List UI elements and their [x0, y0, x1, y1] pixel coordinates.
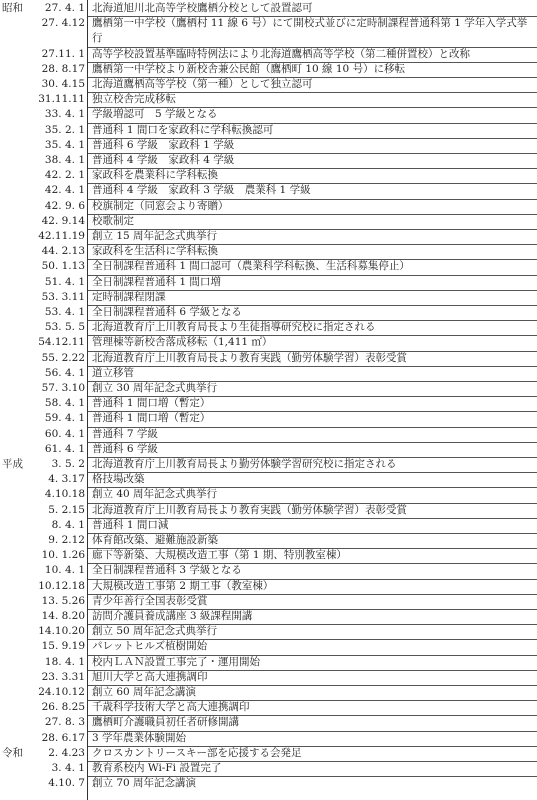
timeline-row [0, 563, 537, 578]
event-description: 教育系校内 Wi-Fi 設置完了 [92, 762, 222, 774]
event-date: 51. 4. 1 [44, 275, 85, 288]
event-description: 全日制課程普通科 6 学級となる [92, 306, 242, 318]
event-description: 体育館改築、避難施設新築 [92, 534, 218, 546]
event-description: 創立 60 周年記念講演 [92, 686, 197, 698]
timeline-row [0, 594, 537, 609]
timeline-row [0, 214, 537, 229]
timeline-row [0, 472, 537, 487]
event-description: 創立 50 周年記念式典挙行 [92, 625, 218, 638]
event-description: 普通科 1 間口増（暫定） [92, 397, 211, 410]
event-description: クロスカントリースキー部を応援する会発足 [92, 746, 302, 759]
timeline-row [0, 47, 537, 62]
event-date: 4.10.18 [44, 488, 85, 501]
timeline-row [0, 320, 537, 335]
event-description: 北海道教育庁上川教育局長より教育実践（勤労体験学習）表彰受賞 [92, 351, 407, 364]
timeline-row [0, 62, 537, 77]
event-date: 27. 8. 3 [44, 716, 85, 729]
event-date: 28. 6.17 [41, 731, 85, 744]
event-description: 管理棟等新校舎落成移転（1,411 ㎡） [92, 336, 273, 349]
timeline-row [0, 92, 537, 107]
event-description: 高等学校設置基準臨時特例法により北海道鷹栖高等学校（第二種併置校）と改称 [92, 47, 470, 60]
event-date: 8. 4. 1 [51, 518, 85, 531]
event-date: 35. 2. 1 [44, 123, 85, 136]
timeline-row [0, 639, 537, 654]
timeline-row [0, 487, 537, 502]
event-date: 55. 2.22 [41, 351, 85, 364]
event-description: 全日制課程普通科 3 学級となる [92, 564, 242, 577]
timeline-row [0, 259, 537, 274]
event-date: 13. 5.26 [41, 594, 85, 607]
event-description: 普通科 7 学級 [92, 427, 158, 440]
event-date: 14. 8.20 [41, 610, 85, 622]
event-date: 53. 4. 1 [44, 306, 85, 318]
timeline-row [0, 168, 537, 183]
timeline-row [0, 411, 537, 426]
era-label: 平成 [2, 458, 23, 470]
event-description: 創立 70 周年記念講演 [92, 777, 197, 790]
event-date: 61. 4. 1 [44, 442, 85, 455]
timeline-row [0, 107, 537, 122]
timeline-row [0, 77, 537, 92]
event-date: 50. 1.13 [41, 260, 85, 273]
timeline-row [0, 518, 537, 533]
event-description: 普通科 4 学級 家政科 4 学級 [92, 154, 235, 166]
event-description: 3 学年農業体験開始 [92, 731, 187, 744]
timeline-row [0, 16, 537, 46]
event-description: 鷹栖第一中学校（鷹栖村 11 線 6 号）にて開校式並びに定時制課程普通科第 1 学年入学式挙行 [92, 17, 528, 45]
timeline-row [0, 153, 537, 168]
event-description: 訪問介護員養成講座 3 級課程開講 [92, 610, 253, 622]
event-description: 普通科 6 学級 [92, 442, 158, 455]
event-date: 27. 4.12 [41, 17, 85, 30]
timeline-row [0, 624, 537, 639]
event-date: 26. 8.25 [41, 701, 85, 714]
timeline-row [0, 199, 537, 214]
event-description: 北海道教育庁上川教育局長より生徒指導研究校に指定される [92, 321, 376, 334]
event-description: 定時制課程閉課 [92, 290, 166, 303]
event-date: 5. 2.15 [48, 503, 85, 516]
event-description: 学級増認可 5 学級となる [92, 108, 218, 121]
event-date: 10. 1.26 [41, 549, 85, 562]
timeline-row [0, 335, 537, 350]
timeline-row [0, 761, 537, 776]
event-description: 道立移管 [92, 366, 134, 379]
era-label: 昭和 [2, 2, 23, 14]
timeline-row [0, 685, 537, 700]
event-date: 42. 9.14 [41, 214, 85, 227]
event-date: 42. 4. 1 [44, 184, 85, 197]
event-description: 全日制課程普通科 1 間口認可（農業科学科転換、生活科募集停止） [92, 260, 410, 273]
event-description: 北海道旭川北高等学校鷹栖分校として設置認可 [92, 2, 313, 14]
timeline-row [0, 381, 537, 396]
timeline-row [0, 427, 537, 442]
timeline-row [0, 731, 537, 746]
event-date: 10.12.18 [38, 579, 85, 592]
event-description: 鷹栖第一中学校より新校舎兼公民館（鷹栖町 10 線 10 号）に移転 [92, 62, 406, 75]
timeline-row [0, 244, 537, 259]
event-description: パレットヒルズ植樹開始 [92, 640, 208, 653]
timeline-row [0, 533, 537, 548]
event-description: 校内ＬＡＮ設置工事完了・運用開始 [92, 655, 260, 668]
event-date: 53. 5. 5 [44, 321, 85, 334]
event-date: 27. 4. 1 [44, 2, 85, 14]
timeline-row [0, 229, 537, 244]
event-description: 北海道教育庁上川教育局長より教育実践（勤労体験学習）表彰受賞 [92, 503, 407, 516]
timeline-row [0, 503, 537, 518]
event-date: 54.12.11 [38, 336, 85, 349]
event-description: 全日制課程普通科 1 間口増 [92, 275, 221, 288]
event-date: 3. 4. 1 [51, 762, 85, 774]
event-date: 53. 3.11 [41, 290, 85, 303]
timeline-row [0, 548, 537, 563]
event-description: 鷹栖町介護職員初任者研修開講 [92, 716, 239, 729]
event-date: 18. 4. 1 [44, 655, 85, 668]
event-date: 35. 4. 1 [44, 138, 85, 151]
event-date: 23. 3.31 [41, 670, 85, 683]
event-description: 普通科 1 間口増（暫定） [92, 412, 211, 425]
event-description: 普通科 1 間口を家政科に学科転換認可 [92, 123, 274, 136]
timeline-row [0, 290, 537, 305]
event-description: 普通科 6 学級 家政科 1 学級 [92, 138, 235, 151]
event-description: 校旗制定（同窓会より寄贈） [92, 199, 229, 212]
event-date: 4. 3.17 [48, 473, 85, 486]
timeline-row [0, 123, 537, 138]
event-description: 廊下等新築、大規模改造工事（第 1 期、特別教室棟） [92, 549, 347, 562]
timeline-row [0, 442, 537, 457]
event-date: 2. 4.23 [48, 746, 85, 759]
timeline-row [0, 746, 537, 761]
event-description: 格技場改築 [92, 473, 145, 486]
event-description: 家政科を生活科に学科転換 [92, 245, 218, 258]
event-date: 3. 5. 2 [51, 458, 85, 470]
timeline-row [0, 579, 537, 594]
event-description: 普通科 4 学級 家政科 3 学級 農業科 1 学級 [92, 184, 311, 197]
timeline-row [0, 305, 537, 320]
event-date: 31.11.11 [38, 93, 85, 106]
timeline-row [0, 776, 537, 791]
event-description: 普通科 1 間口減 [92, 518, 169, 531]
event-date: 4.10. 7 [48, 777, 85, 790]
timeline-row [0, 396, 537, 411]
event-date: 28. 8.17 [41, 62, 85, 75]
timeline-row [0, 275, 537, 290]
event-description: 北海道鷹栖高等学校（第一種）として独立認可 [92, 78, 313, 90]
timeline-row [0, 609, 537, 624]
event-description: 家政科を農業科に学科転換 [92, 169, 218, 182]
era-label: 令和 [2, 746, 23, 759]
event-date: 56. 4. 1 [44, 366, 85, 379]
event-date: 38. 4. 1 [44, 154, 85, 166]
event-description: 千歳科学技術大学と高大連携調印 [92, 701, 250, 714]
event-date: 27.11. 1 [41, 47, 85, 60]
event-date: 10. 4. 1 [44, 564, 85, 577]
event-date: 15. 9.19 [41, 640, 85, 653]
timeline-row [0, 183, 537, 198]
timeline-row [0, 670, 537, 685]
event-date: 42. 9. 6 [44, 199, 85, 212]
timeline-row [0, 457, 537, 472]
event-description: 校歌制定 [92, 214, 134, 227]
event-date: 59. 4. 1 [44, 412, 85, 425]
event-description: 創立 40 周年記念式典挙行 [92, 488, 218, 501]
timeline-row [0, 138, 537, 153]
event-date: 58. 4. 1 [44, 397, 85, 410]
event-date: 60. 4. 1 [44, 427, 85, 440]
event-description: 旭川大学と高大連携調印 [92, 670, 208, 683]
event-date: 33. 4. 1 [44, 108, 85, 121]
event-description: 独立校舎完成移転 [92, 93, 176, 106]
event-date: 24.10.12 [38, 686, 85, 698]
event-date: 9. 2.12 [48, 534, 85, 546]
event-date: 42. 2. 1 [44, 169, 85, 182]
event-description: 創立 15 周年記念式典挙行 [92, 230, 218, 242]
timeline-row [0, 655, 537, 670]
event-description: 北海道教育庁上川教育局長より勤労体験学習研究校に指定される [92, 458, 397, 470]
event-description: 創立 30 周年記念式典挙行 [92, 382, 218, 394]
event-description: 大規模改造工事第 2 期工事（教室棟） [92, 579, 274, 592]
timeline-row [0, 700, 537, 715]
timeline-row [0, 715, 537, 730]
event-date: 14.10.20 [38, 625, 85, 638]
timeline-row [0, 351, 537, 366]
timeline-row [0, 366, 537, 381]
event-date: 57. 3.10 [41, 382, 85, 394]
event-date: 30. 4.15 [41, 78, 85, 90]
event-date: 44. 2.13 [41, 245, 85, 258]
event-date: 42.11.19 [38, 230, 85, 242]
timeline-row [0, 1, 537, 16]
event-description: 青少年善行全国表彰受賞 [92, 594, 208, 607]
